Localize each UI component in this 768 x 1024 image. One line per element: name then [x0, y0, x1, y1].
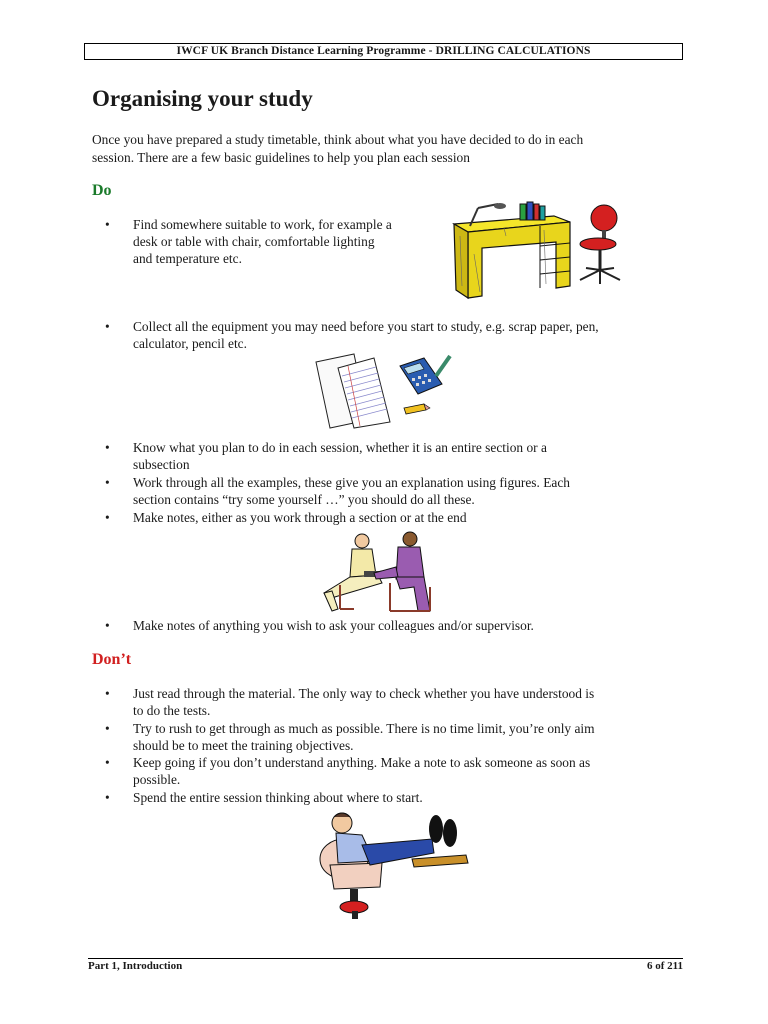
bullet-text: and temperature etc. [133, 251, 242, 266]
bullet-icon: • [105, 618, 110, 633]
running-header: IWCF UK Branch Distance Learning Programme - DRILLING CALCULATIONS [84, 43, 683, 60]
bullet-text: calculator, pencil etc. [133, 336, 247, 351]
two-people-meeting-illustration [320, 527, 440, 615]
bullet-icon: • [105, 440, 110, 455]
intro-paragraph [92, 131, 682, 166]
bullet-icon: • [105, 217, 110, 232]
paper-calculator-illustration [312, 350, 457, 430]
bullet-text: to do the tests. [133, 703, 211, 718]
bullet-text: Try to rush to get through as much as possible. There is no time limit, you’re only aim [133, 721, 595, 736]
do-heading: Do [92, 182, 112, 199]
bullet-text: Make notes of anything you wish to ask your colleagues and/or supervisor. [133, 618, 534, 633]
footer-divider [88, 958, 683, 959]
bullet-icon: • [105, 721, 110, 736]
footer-section: Part 1, Introduction [88, 960, 183, 972]
bullet-text: desk or table with chair, comfortable lighting [133, 234, 375, 249]
bullet-text: should be to meet the training objectives. [133, 738, 354, 753]
bullet-text: Just read through the material. The only way to check whether you have understood is [133, 686, 595, 701]
relaxing-man-illustration [312, 805, 470, 925]
dont-heading: Don’t [92, 651, 132, 668]
bullet-text: Work through all the examples, these give you an explanation using figures. Each [133, 475, 570, 490]
bullet-text: Know what you plan to do in each session, whether it is an entire section or a [133, 440, 547, 455]
bullet-text: Keep going if you don’t understand anything. Make a note to ask someone as soon as [133, 755, 591, 770]
bullet-text: Spend the entire session thinking about where to start. [133, 790, 423, 805]
bullet-text: Collect all the equipment you may need before you start to study, e.g. scrap paper, pen, [133, 319, 599, 334]
bullet-text: Make notes, either as you work through a section or at the end [133, 510, 467, 525]
page-title: Organising your study [92, 86, 313, 111]
bullet-text: subsection [133, 457, 190, 472]
bullet-icon: • [105, 755, 110, 770]
bullet-icon: • [105, 510, 110, 525]
bullet-text: possible. [133, 772, 181, 787]
footer-page-number: 6 of 211 [646, 960, 683, 972]
bullet-icon: • [105, 790, 110, 805]
bullet-icon: • [105, 475, 110, 490]
intro-line: session. There are a few basic guidelines to help you plan each session [92, 149, 470, 165]
bullet-text: section contains “try some yourself …” you should do all these. [133, 492, 475, 507]
intro-line: Once you have prepared a study timetable, think about what you have decided to do in each [92, 132, 584, 147]
desk-chair-illustration [444, 196, 624, 300]
bullet-text: Find somewhere suitable to work, for example a [133, 217, 392, 232]
bullet-icon: • [105, 319, 110, 334]
bullet-icon: • [105, 686, 110, 701]
